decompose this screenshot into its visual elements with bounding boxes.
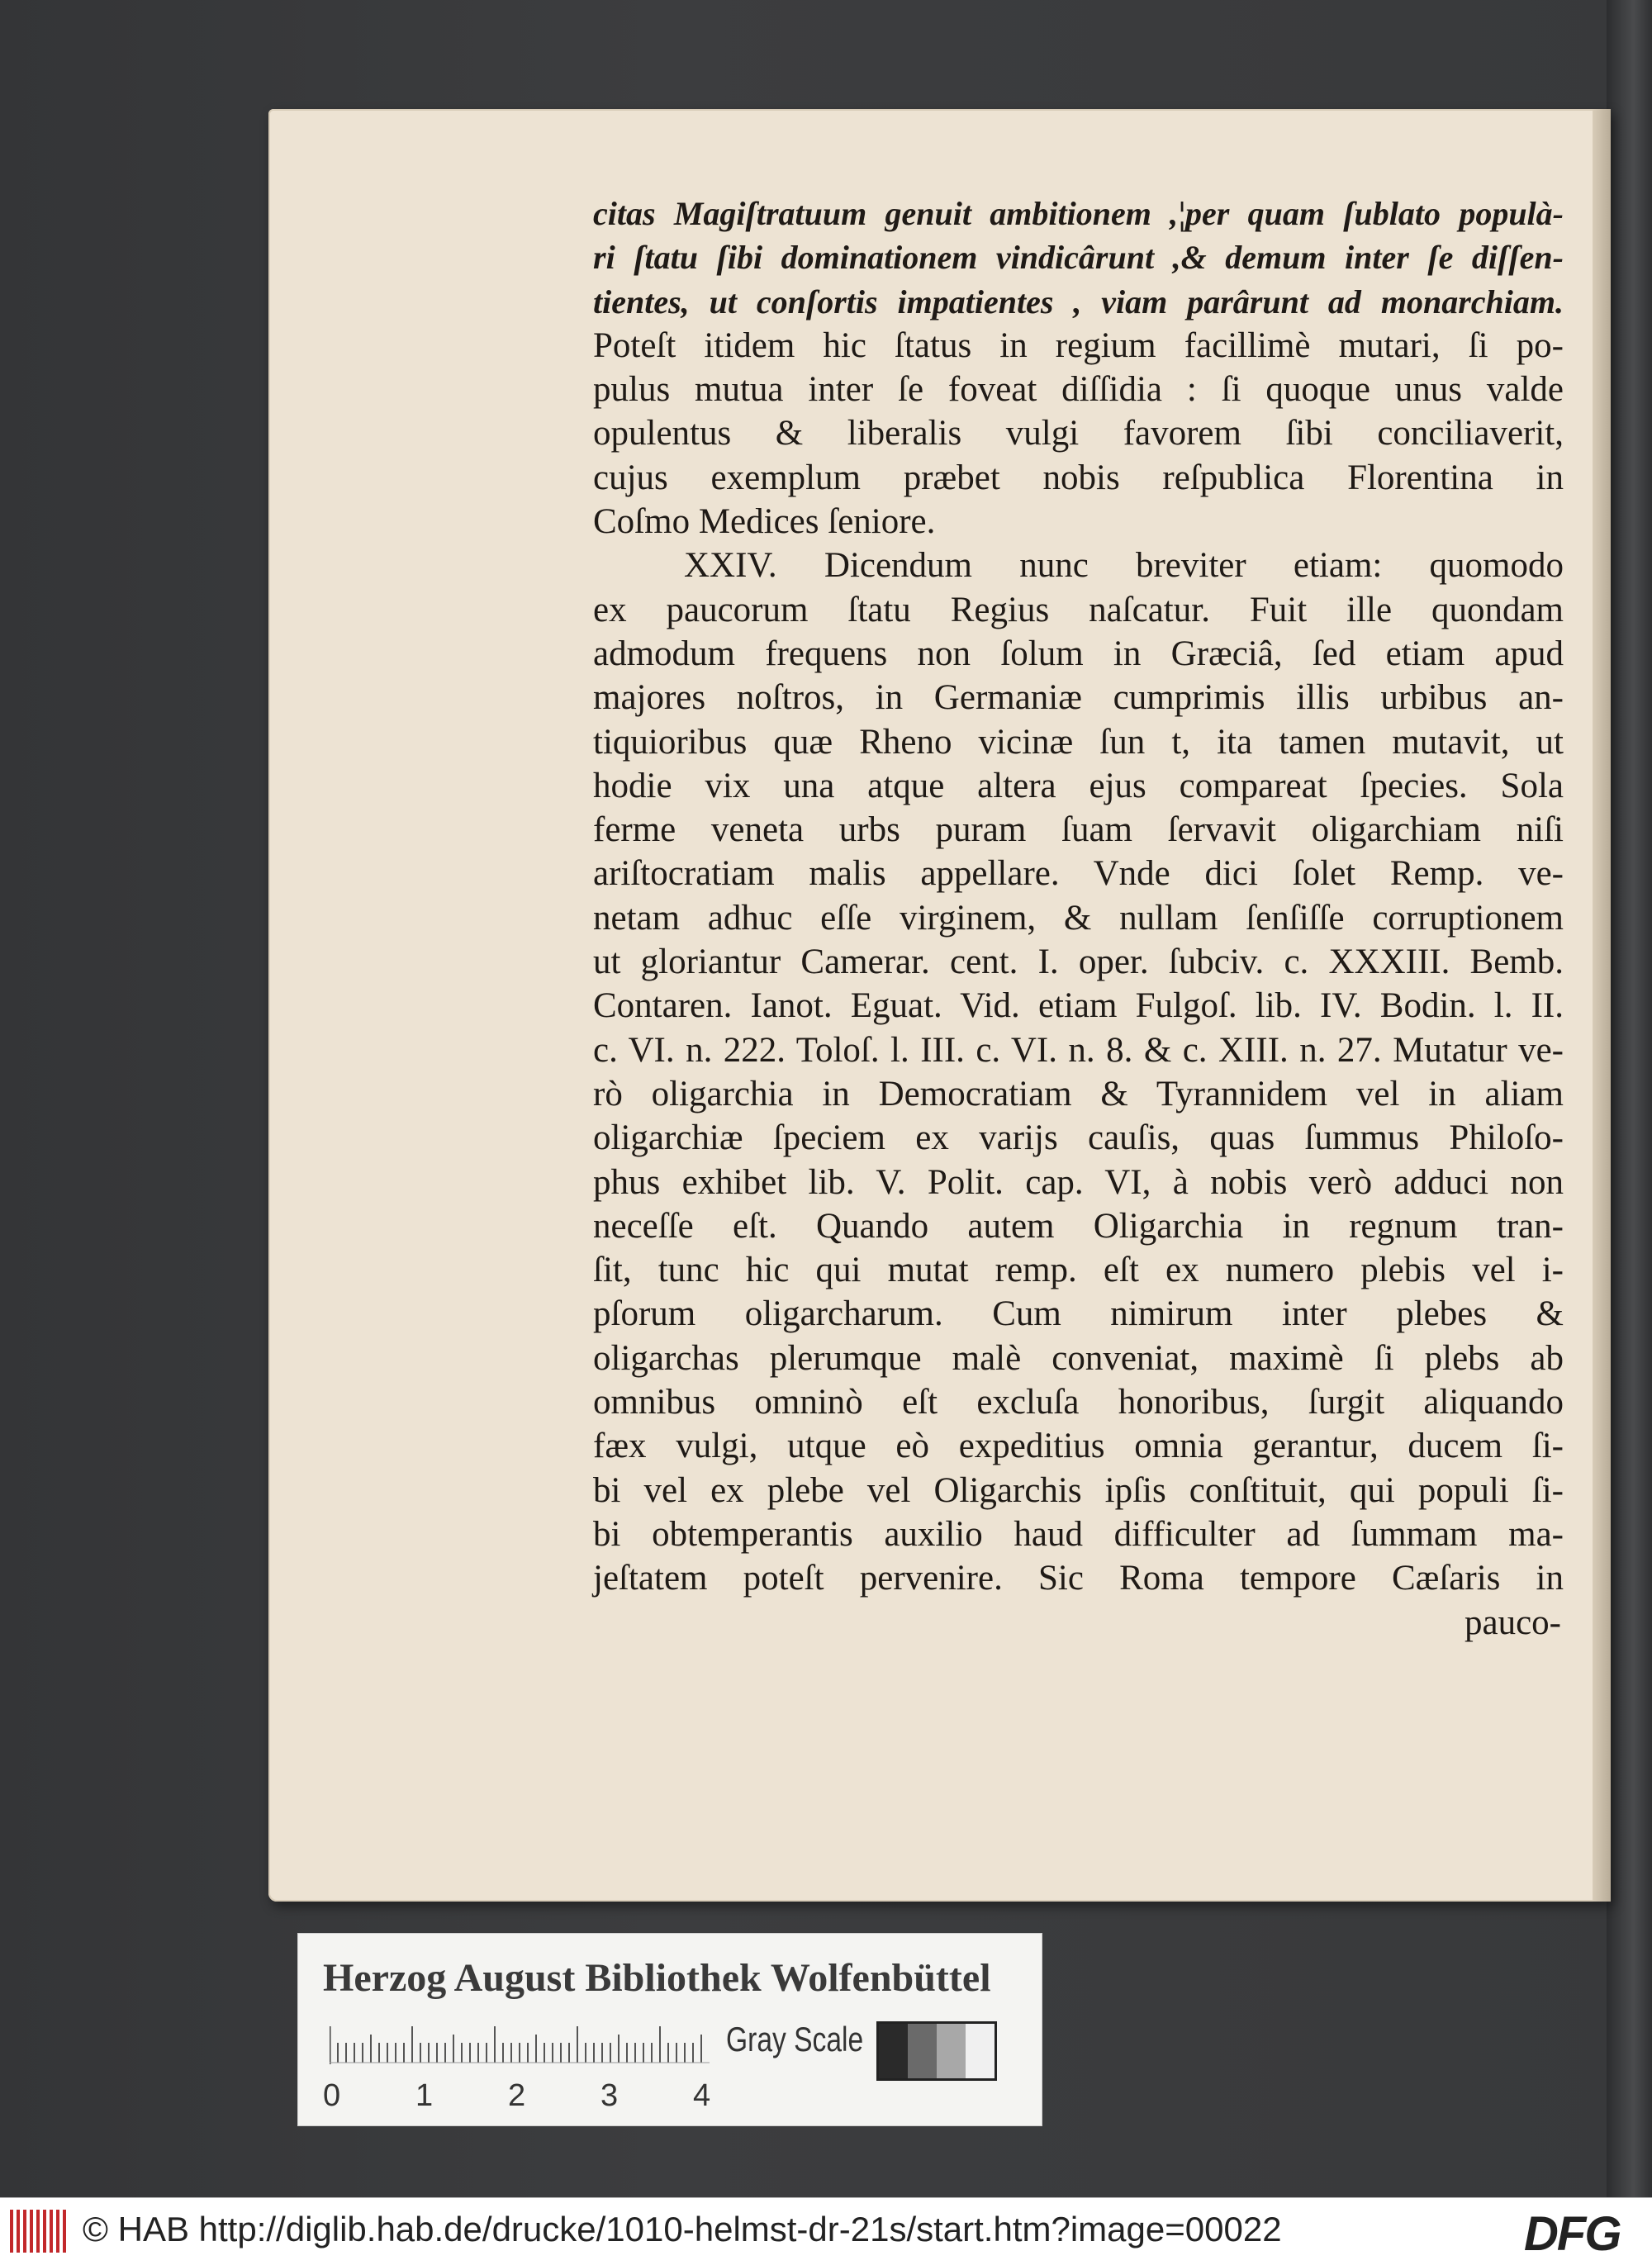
gray-swatch: [879, 2024, 908, 2078]
text-line: Contaren. Ianot. Eguat. Vid. etiam Fulgoſ. lib. IV. Bodin. l. II.: [593, 986, 1564, 1026]
gray-swatch: [966, 2024, 995, 2078]
text-line: ut gloriantur Camerar. cent. I. oper. ſubciv. c. XXXIII. Bemb.: [593, 943, 1564, 982]
text-line: ex paucorum ſtatu Regius naſcatur. Fuit ille quondam: [593, 590, 1564, 629]
text-line: rò oligarchia in Democratiam & Tyrannidem vel in aliam: [593, 1074, 1564, 1114]
ruler-numbers: [323, 2078, 736, 2120]
text-line: bi obtemperantis auxilio haud difficulter ad ſummam ma-: [593, 1514, 1564, 1554]
text-line: XXIV. Dicendum nunc breviter etiam: quomodo: [684, 546, 1564, 586]
text-line: ri ſtatu ſibi dominationem vindicârunt ,& demum inter ſe diſſen-: [593, 239, 1564, 277]
text-line: ſit, tunc hic qui mutat remp. eſt ex numero plebis vel i-: [593, 1251, 1564, 1290]
text-line: tiquioribus quæ Rheno vicinæ ſun t, ita tamen mutavit, ut: [593, 722, 1564, 762]
ruler-number: 2: [508, 2078, 526, 2113]
ruler-scale: [330, 2025, 710, 2066]
catchword: pauco-: [1464, 1603, 1561, 1642]
text-line: pſorum oligarcharum. Cum nimirum inter plebes &: [593, 1294, 1564, 1334]
text-line: oligarchiæ ſpeciem ex varijs cauſis, quas ſummus Philoſo-: [593, 1118, 1564, 1158]
barcode-icon: [10, 2210, 68, 2253]
text-line: omnibus omninò eſt excluſa honoribus, ſurgit aliquando: [593, 1383, 1564, 1422]
text-line: jeſtatem poteſt pervenire. Sic Roma tempore Cæſaris in: [593, 1559, 1564, 1598]
ruler-number: 4: [693, 2078, 711, 2113]
dfg-logo: DFG: [1524, 2207, 1621, 2261]
text-line: opulentus & liberalis vulgi favorem ſibi conciliaverit,: [593, 414, 1564, 453]
ruler-number: 3: [601, 2078, 619, 2113]
gray-swatch: [937, 2024, 966, 2078]
text-line: neceſſe eſt. Quando autem Oligarchia in regnum tran-: [593, 1206, 1564, 1246]
text-line: tientes, ut conſortis impatientes , viam parârunt ad monarchiam.: [593, 283, 1564, 321]
gray-swatch: [908, 2024, 937, 2078]
ruler-ticks: [330, 2025, 710, 2066]
text-line: admodum frequens non ſolum in Græciâ, ſed etiam apud: [593, 634, 1564, 673]
text-line: cujus exemplum præbet nobis reſpublica Florentina in: [593, 458, 1564, 497]
footer-url-link[interactable]: © HAB http://diglib.hab.de/drucke/1010-helmst-dr-21s/start.htm?image=00022: [83, 2210, 1282, 2248]
text-line: Poteſt itidem hic ſtatus in regium facillimè mutari, ſi po-: [593, 325, 1564, 365]
library-color-card: [297, 1933, 1042, 2126]
text-line: fæx vulgi, utque eò expeditius omnia gerantur, ducem ſi-: [593, 1427, 1564, 1466]
book-spine-strip: [1607, 0, 1652, 2197]
text-line: majores noſtros, in Germaniæ cumprimis illis urbibus an-: [593, 678, 1564, 718]
gray-scale-swatches: [876, 2021, 997, 2081]
ruler-number: 1: [415, 2078, 434, 2113]
page-edge-shadow: [1593, 109, 1611, 1902]
library-name: Herzog August Bibliothek Wolfenbüttel: [323, 1956, 991, 2000]
text-line: Coſmo Medices ſeniore.: [593, 502, 936, 542]
text-line: pulus mutua inter ſe foveat diſſidia : ſi quoque unus valde: [593, 370, 1564, 410]
ruler-number: 0: [323, 2078, 341, 2113]
text-line: netam adhuc eſſe virginem, & nullam ſenſiſſe corruptionem: [593, 898, 1564, 938]
text-line: oligarchas plerumque malè conveniat, maximè ſi plebs ab: [593, 1338, 1564, 1378]
text-line: c. VI. n. 222. Toloſ. l. III. c. VI. n. 8. & c. XIII. n. 27. Mutatur ve-: [593, 1030, 1564, 1070]
page-text-block: [593, 192, 1564, 1601]
text-line: ariſtocratiam malis appellare. Vnde dici ſolet Remp. ve-: [593, 854, 1564, 894]
text-line: bi vel ex plebe vel Oligarchis ipſis conſtituit, qui populi ſi-: [593, 1470, 1564, 1510]
text-line: ferme veneta urbs puram ſuam ſervavit oligarchiam niſi: [593, 810, 1564, 850]
text-line: phus exhibet lib. V. Polit. cap. VI, à nobis verò adduci non: [593, 1162, 1564, 1202]
gray-scale-label: Gray Scale: [726, 2020, 864, 2058]
text-line: citas Magiſtratuum genuit ambitionem ,¦per quam ſublato populà-: [593, 195, 1564, 232]
text-line: hodie vix una atque altera ejus compareat ſpecies. Sola: [593, 766, 1564, 805]
viewer-footer-bar: [0, 2197, 1652, 2265]
